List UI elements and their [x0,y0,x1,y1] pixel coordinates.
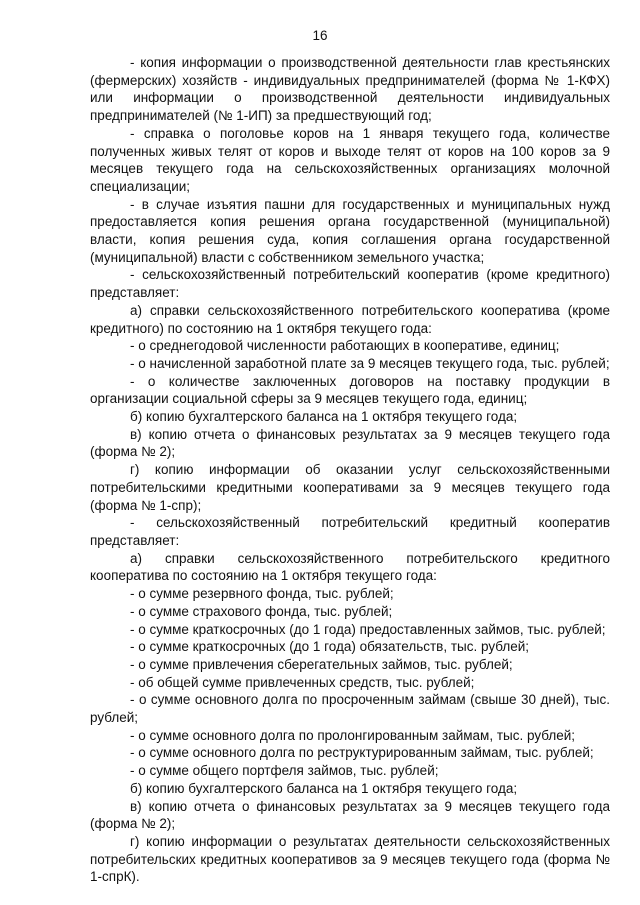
paragraph: б) копию бухгалтерского баланса на 1 октября текущего года; [130,780,518,796]
page-number: 16 [312,28,328,43]
paragraph: г) копию информации об оказании услуг сельскохозяйственными потребительскими кредитными кооперативами за 9 месяцев текущего года (форма № 1-спр); [90,462,610,513]
paragraph: б) копию бухгалтерского баланса на 1 октября текущего года; [130,409,518,425]
paragraph: - копия информации о производственной деятельности глав крестьянских (фермерских) хозяйств - индивидуальных предпринимателей (форма № 1-КФХ) или информации о производственной деятельности индивидуальных предпринимателей (№ 1-ИП) за предшествующий год; [90,55,610,124]
paragraph: - о сумме краткосрочных (до 1 года) обязательств, тыс. рублей; [130,639,530,655]
paragraph: - об общей сумме привлеченных средств, тыс. рублей; [130,674,475,690]
paragraph: - о сумме общего портфеля займов, тыс. рублей; [130,763,439,779]
paragraph: в) копию отчета о финансовых результатах за 9 месяцев текущего года (форма № 2); [90,798,610,832]
paragraph: - сельскохозяйственный потребительский кооператив (кроме кредитного) представляет: [90,267,610,301]
paragraph: - о сумме страхового фонда, тыс. рублей; [130,603,393,619]
paragraph: - о начисленной заработной плате за 9 месяцев текущего года, тыс. рублей; [130,355,610,371]
paragraph: - сельскохозяйственный потребительский кредитный кооператив представляет: [90,515,610,548]
paragraph: - о сумме основного долга по просроченным займам (свыше 30 дней), тыс. рублей; [90,692,610,726]
paragraph: - о сумме привлечения сберегательных займов, тыс. рублей; [130,656,513,672]
paragraph: - справка о поголовье коров на 1 января текущего года, количестве полученных живых телят от коров и выходе телят от коров на 100 коров за 9 месяцев текущего года на сельскохозяйственных организациях молочной специализации; [90,125,610,194]
paragraph: а) справки сельскохозяйственного потребительского кредитного кооператива по состоянию на 1 октября текущего года: [90,550,610,584]
paragraph: - о сумме основного долга по пролонгированным займам, тыс. рублей; [130,727,576,743]
document-body [90,54,610,886]
paragraph: - о среднегодовой численности работающих в кооперативе, единиц; [130,338,560,354]
paragraph: - о сумме краткосрочных (до 1 года) предоставленных займов, тыс. рублей; [130,621,606,637]
paragraph: - о сумме основного долга по реструктурированным займам, тыс. рублей; [130,745,594,761]
paragraph: г) копию информации о результатах деятельности сельскохозяйственных потребительских кредитных кооперативов за 9 месяцев текущего года (форма № 1-спрК). [90,833,610,885]
paragraph: - о сумме резервного фонда, тыс. рублей; [130,586,394,602]
paragraph: - о количестве заключенных договоров на поставку продукции в организации социальной сферы за 9 месяцев текущего года, единиц; [90,373,610,407]
paragraph: а) справки сельскохозяйственного потребительского кооператива (кроме кредитного) по состоянию на 1 октября текущего года: [90,302,610,336]
paragraph: в) копию отчета о финансовых результатах за 9 месяцев текущего года (форма № 2); [90,426,610,460]
paragraph: - в случае изъятия пашни для государственных и муниципальных нужд предоставляется копия решения органа государственной (муниципальной) власти, копия решения суда, копия соглашения органа государственной (муниципальной) власти с собственником земельного участка; [90,196,610,265]
